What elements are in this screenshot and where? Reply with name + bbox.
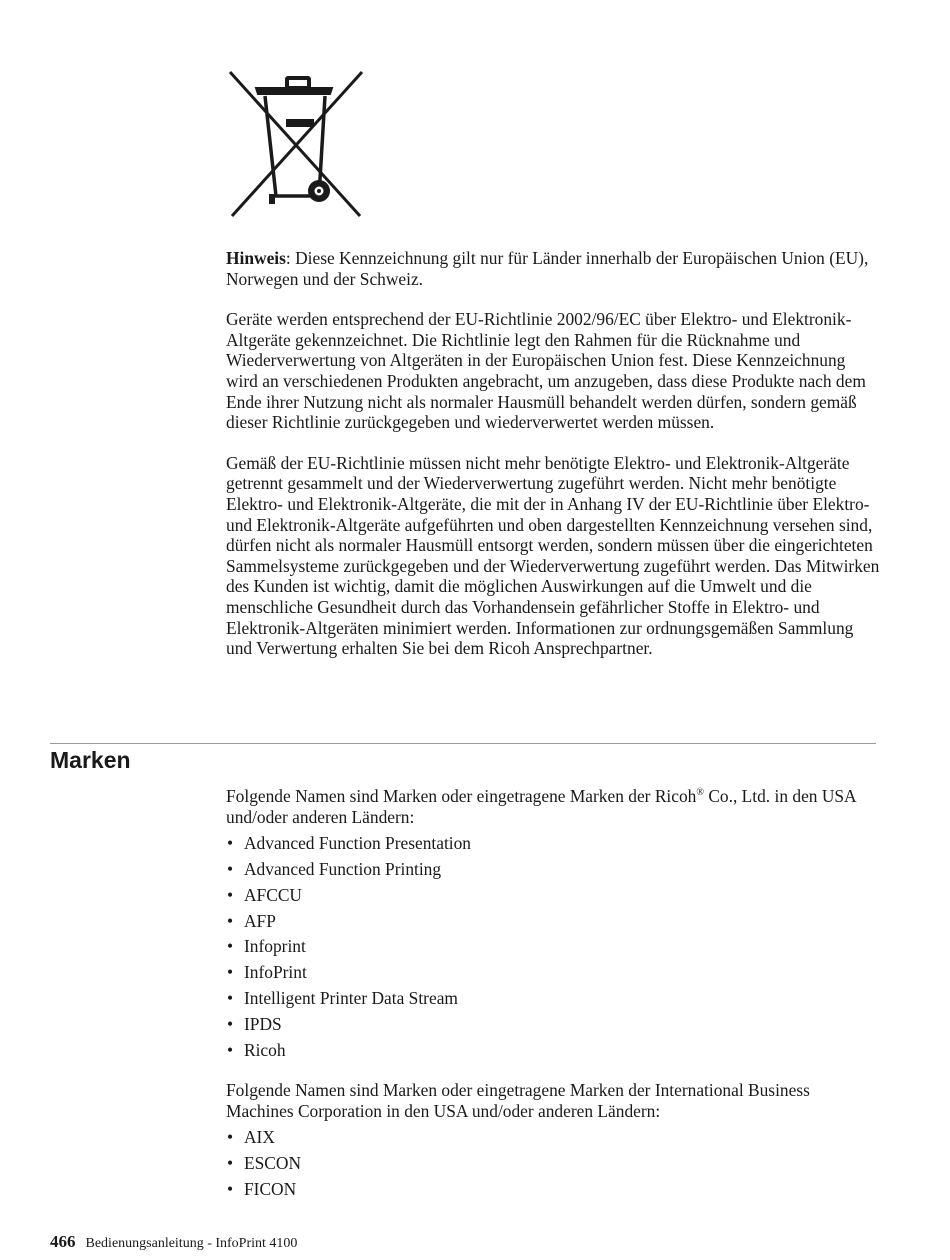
section-heading: Marken: [50, 747, 131, 773]
notice-paragraph: [226, 248, 881, 289]
page-number: 466: [50, 1232, 76, 1251]
list-item: [226, 857, 881, 883]
weee-paragraph-2: Gemäß der EU-Richtlinie müssen nicht mehr benötigte Elektro- und Elektronik-Altgeräte getrennt gesammelt und der Wiederverwertung zugeführt werden. Nicht mehr benötigte Elektro- und Elektronik-Altgeräte, die mit der in Anhang IV der EU-Richtlinie über Elektro- und Elektronik-Altgeräte aufgeführten und oben dargestellten Kennzeichnung versehen sind, dürfen nicht als normaler Hausmüll entsorgt werden, sondern müssen über die eingerichteten Sammelsysteme zurückgegeben und der Wiederverwertung zugeführt werden. Das Mitwirken des Kunden ist wichtig, damit die möglichen Auswirkungen auf die Umwelt und die menschliche Gesundheit durch das Vorhandensein gefährlicher Stoffe in Elektro- und Elektronik-Altgeräten minimiert werden. Informationen zur ordnungsgemäßen Sammlung und Verwertung erhalten Sie bei dem Ricoh Ansprechpartner.: [226, 452, 880, 659]
list-item-label: InfoPrint: [244, 962, 307, 983]
list-item: [226, 831, 881, 857]
list-item: [226, 1151, 881, 1177]
list-item-label: FICON: [244, 1178, 297, 1199]
list-item-label: AIX: [244, 1127, 275, 1148]
ricoh-trademarks: [226, 786, 881, 1063]
bullet-icon: •: [227, 833, 234, 854]
list-item: [226, 909, 881, 935]
notice-label: Hinweis: [226, 248, 286, 268]
ibm-intro: Folgende Namen sind Marken oder eingetragene Marken der International Business Machines Corporation in den USA und/oder anderen Ländern:: [226, 1080, 810, 1121]
ricoh-intro: [226, 786, 881, 827]
list-item: [226, 1125, 881, 1151]
list-item-label: Infoprint: [244, 936, 306, 957]
ricoh-intro-before: Folgende Namen sind Marken oder eingetragene Marken der Ricoh: [226, 786, 697, 806]
list-item: [226, 883, 881, 909]
bullet-icon: •: [227, 1013, 234, 1034]
list-item-label: ESCON: [244, 1152, 302, 1173]
list-item-label: IPDS: [244, 1013, 282, 1034]
bullet-icon: •: [227, 910, 234, 931]
list-item-label: AFP: [244, 910, 276, 931]
list-item: [226, 1177, 881, 1203]
ricoh-intro-after: Co., Ltd. in den USA und/oder anderen Ländern:: [226, 786, 856, 827]
section-divider: [50, 743, 876, 744]
list-item: [226, 986, 881, 1012]
bullet-icon: •: [227, 1178, 234, 1199]
bullet-icon: •: [227, 884, 234, 905]
weee-paragraph-1: Geräte werden entsprechend der EU-Richtlinie 2002/96/EC über Elektro- und Elektronik-Altgeräte gekennzeichnet. Die Richtlinie legt den Rahmen für die Rücknahme und Wiederverwertung von Altgeräten in der Europäischen Union fest. Diese Kennzeichnung wird an verschiedenen Produkten angebracht, um anzugeben, dass diese Produkte nach dem Ende ihrer Nutzung nicht als normaler Hausmüll behandelt werden dürfen, sondern gemäß dieser Richtlinie zurückgegeben und wiederverwertet werden müssen.: [226, 309, 866, 433]
list-item-label: Ricoh: [244, 1039, 286, 1060]
list-item: [226, 960, 881, 986]
bullet-icon: •: [227, 1152, 234, 1173]
notice-text: : Diese Kennzeichnung gilt nur für Länder innerhalb der Europäischen Union (EU), Norwegen und der Schweiz.: [226, 248, 869, 289]
list-item: [226, 1038, 881, 1064]
crossed-out-wheelie-bin-icon: [224, 66, 370, 222]
footer-title: Bedienungsanleitung - InfoPrint 4100: [85, 1236, 298, 1251]
list-item-label: Advanced Function Presentation: [244, 833, 471, 854]
list-item: [226, 1012, 881, 1038]
list-item-label: Intelligent Printer Data Stream: [244, 987, 458, 1008]
weee-text: [226, 248, 881, 679]
bullet-icon: •: [227, 936, 234, 957]
bullet-icon: •: [227, 1127, 234, 1148]
list-item: [226, 934, 881, 960]
bullet-icon: •: [227, 987, 234, 1008]
registered-mark: ®: [696, 787, 704, 799]
list-item-label: AFCCU: [244, 884, 302, 905]
ibm-mark-list: [226, 1125, 881, 1202]
page-footer: [50, 1232, 297, 1252]
ibm-trademarks: [226, 1080, 881, 1203]
bullet-icon: •: [227, 858, 234, 879]
bullet-icon: •: [227, 1039, 234, 1060]
bullet-icon: •: [227, 962, 234, 983]
ricoh-mark-list: [226, 831, 881, 1063]
list-item-label: Advanced Function Printing: [244, 858, 442, 879]
